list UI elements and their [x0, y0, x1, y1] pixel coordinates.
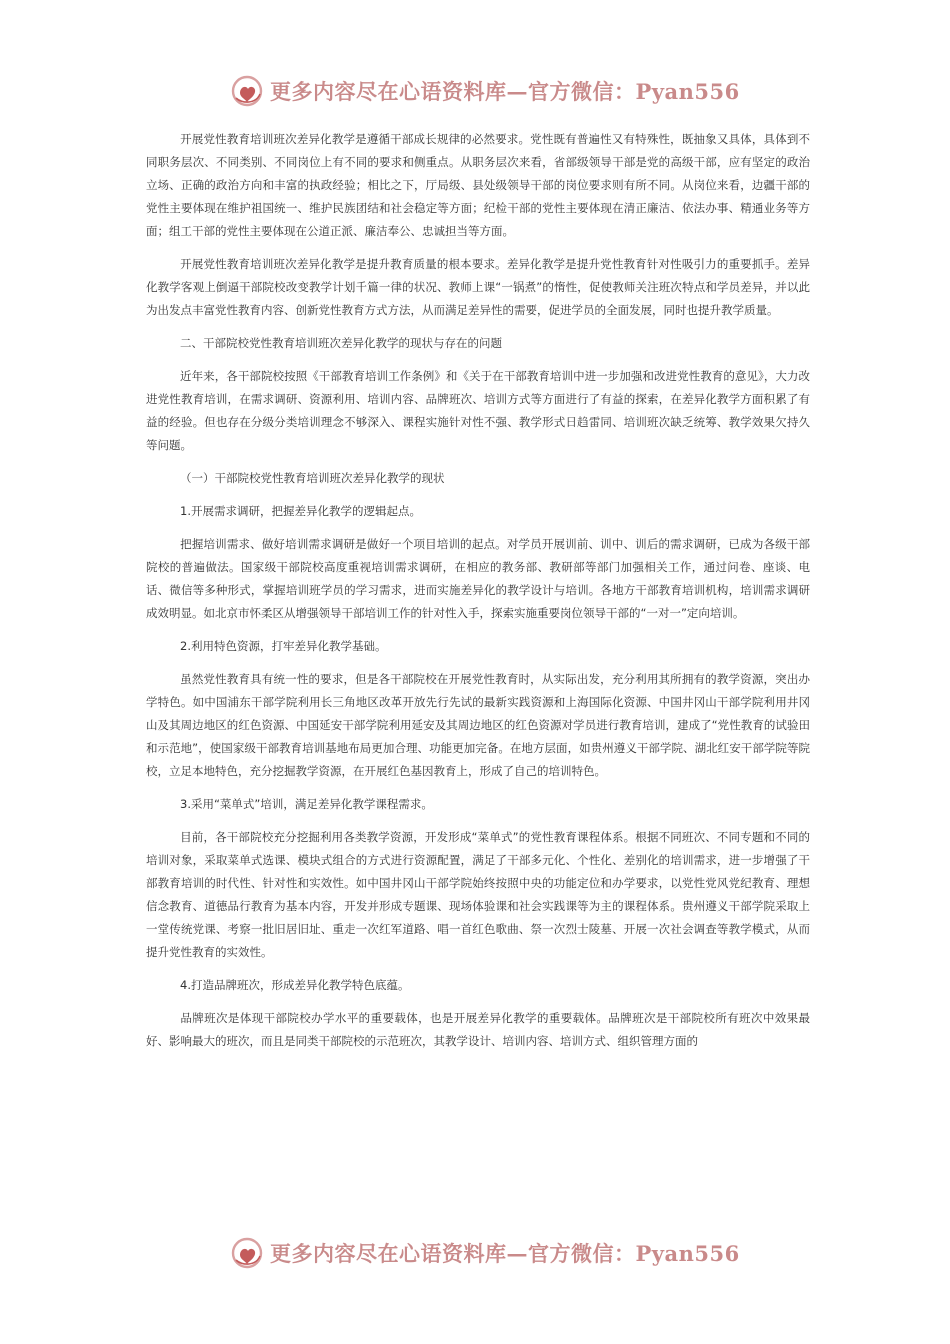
paragraph-1: 开展党性教育培训班次差异化教学是遵循干部成长规律的必然要求。党性既有普遍性又有特殊性，既抽象又具体，具体到不同职务层次、不同类别、不同岗位上有不同的要求和侧重点。从职务层次来看，省部级领导干部是党的高级干部，应有坚定的政治立场、正确的政治方向和丰富的执政经验；相比之下，厅局级、县处级领导干部的岗位要求则有所不同。从岗位来看，边疆干部的党性主要体现在维护祖国统一、维护民族团结和社会稳定等方面；纪检干部的党性主要体现在清正廉洁、依法办事、精通业务等方面；组工干部的党性主要体现在公道正派、廉洁奉公、忠诚担当等方面。: [146, 132, 810, 238]
watermark-text: 更多内容尽在心语资料库—官方微信：Pyan556: [270, 1241, 740, 1266]
section-heading-2: 二、干部院校党性教育培训班次差异化教学的现状与存在的问题: [180, 336, 502, 350]
watermark-banner-bottom: [230, 1236, 750, 1270]
item-heading-1: 1.开展需求调研，把握差异化教学的逻辑起点。: [180, 504, 421, 518]
heart-swirl-logo-icon: [230, 1236, 264, 1270]
item-heading-2: 2.利用特色资源，打牢差异化教学基础。: [180, 639, 387, 653]
paragraph-3: 近年来，各干部院校按照《干部教育培训工作条例》和《关于在干部教育培训中进一步加强和改进党性教育的意见》，大力改进党性教育培训，在需求调研、资源利用、培训内容、品牌班次、培训方式等方面进行了有益的探索，在差异化教学方面积累了有益的经验。但也存在分级分类培训理念不够深入、课程实施针对性不强、教学形式日趋雷同、培训班次缺乏统筹、教学效果欠持久等问题。: [146, 369, 810, 452]
document-body: [146, 128, 810, 1063]
paragraph-6: 目前，各干部院校充分挖掘利用各类教学资源，开发形成“菜单式”的党性教育课程体系。根据不同班次、不同专题和不同的培训对象，采取菜单式选课、模块式组合的方式进行资源配置，满足了干部多元化、个性化、差别化的培训需求，进一步增强了干部教育培训的时代性、针对性和实效性。如中国井冈山干部学院始终按照中央的功能定位和办学要求，以党性党风党纪教育、理想信念教育、道德品行教育为基本内容，开发并形成专题课、现场体验课和社会实践课等为主的课程体系。贵州遵义干部学院采取上一堂传统党课、考察一批旧居旧址、重走一次红军道路、唱一首红色歌曲、祭一次烈士陵墓、开展一次社会调查等教学模式，从而提升党性教育的实效性。: [146, 830, 810, 959]
watermark-banner-top: [230, 74, 750, 108]
item-heading-4: 4.打造品牌班次，形成差异化教学特色底蕴。: [180, 978, 410, 992]
paragraph-5: 虽然党性教育具有统一性的要求，但是各干部院校在开展党性教育时，从实际出发，充分利用其所拥有的教学资源，突出办学特色。如中国浦东干部学院利用长三角地区改革开放先行先试的最新实践资源和上海国际化资源、中国井冈山干部学院利用井冈山及其周边地区的红色资源、中国延安干部学院利用延安及其周边地区的红色资源对学员进行教育培训，建成了“党性教育的试验田和示范地”，使国家级干部教育培训基地布局更加合理、功能更加完备。在地方层面，如贵州遵义干部学院、湖北红安干部学院等院校，立足本地特色，充分挖掘教学资源，在开展红色基因教育上，形成了自己的培训特色。: [146, 672, 810, 778]
item-heading-3: 3.采用“菜单式”培训，满足差异化教学课程需求。: [180, 797, 433, 811]
paragraph-7: 品牌班次是体现干部院校办学水平的重要载体，也是开展差异化教学的重要载体。品牌班次是干部院校所有班次中效果最好、影响最大的班次，而且是同类干部院校的示范班次，其教学设计、培训内容、培训方式、组织管理方面的: [146, 1011, 810, 1048]
paragraph-4: 把握培训需求、做好培训需求调研是做好一个项目培训的起点。对学员开展训前、训中、训后的需求调研，已成为各级干部院校的普遍做法。国家级干部院校高度重视培训需求调研，在相应的教务部、教研部等部门加强相关工作，通过问卷、座谈、电话、微信等多种形式，掌握培训班学员的学习需求，进而实施差异化的教学设计与培训。各地方干部教育培训机构，培训需求调研成效明显。如北京市怀柔区从增强领导干部培训工作的针对性入手，探索实施重要岗位领导干部的“一对一”定向培训。: [146, 537, 810, 620]
subsection-heading-1: （一）干部院校党性教育培训班次差异化教学的现状: [180, 471, 445, 485]
heart-swirl-logo-icon: [230, 74, 264, 108]
paragraph-2: 开展党性教育培训班次差异化教学是提升教育质量的根本要求。差异化教学是提升党性教育针对性吸引力的重要抓手。差异化教学客观上倒逼干部院校改变教学计划千篇一律的状况、教师上课“一锅煮”的惰性，促使教师关注班次特点和学员差异，并以此为出发点丰富党性教育内容、创新党性教育方式方法，从而满足差异性的需要，促进学员的全面发展，同时也提升教学质量。: [146, 257, 810, 317]
watermark-text: 更多内容尽在心语资料库—官方微信：Pyan556: [270, 79, 740, 104]
